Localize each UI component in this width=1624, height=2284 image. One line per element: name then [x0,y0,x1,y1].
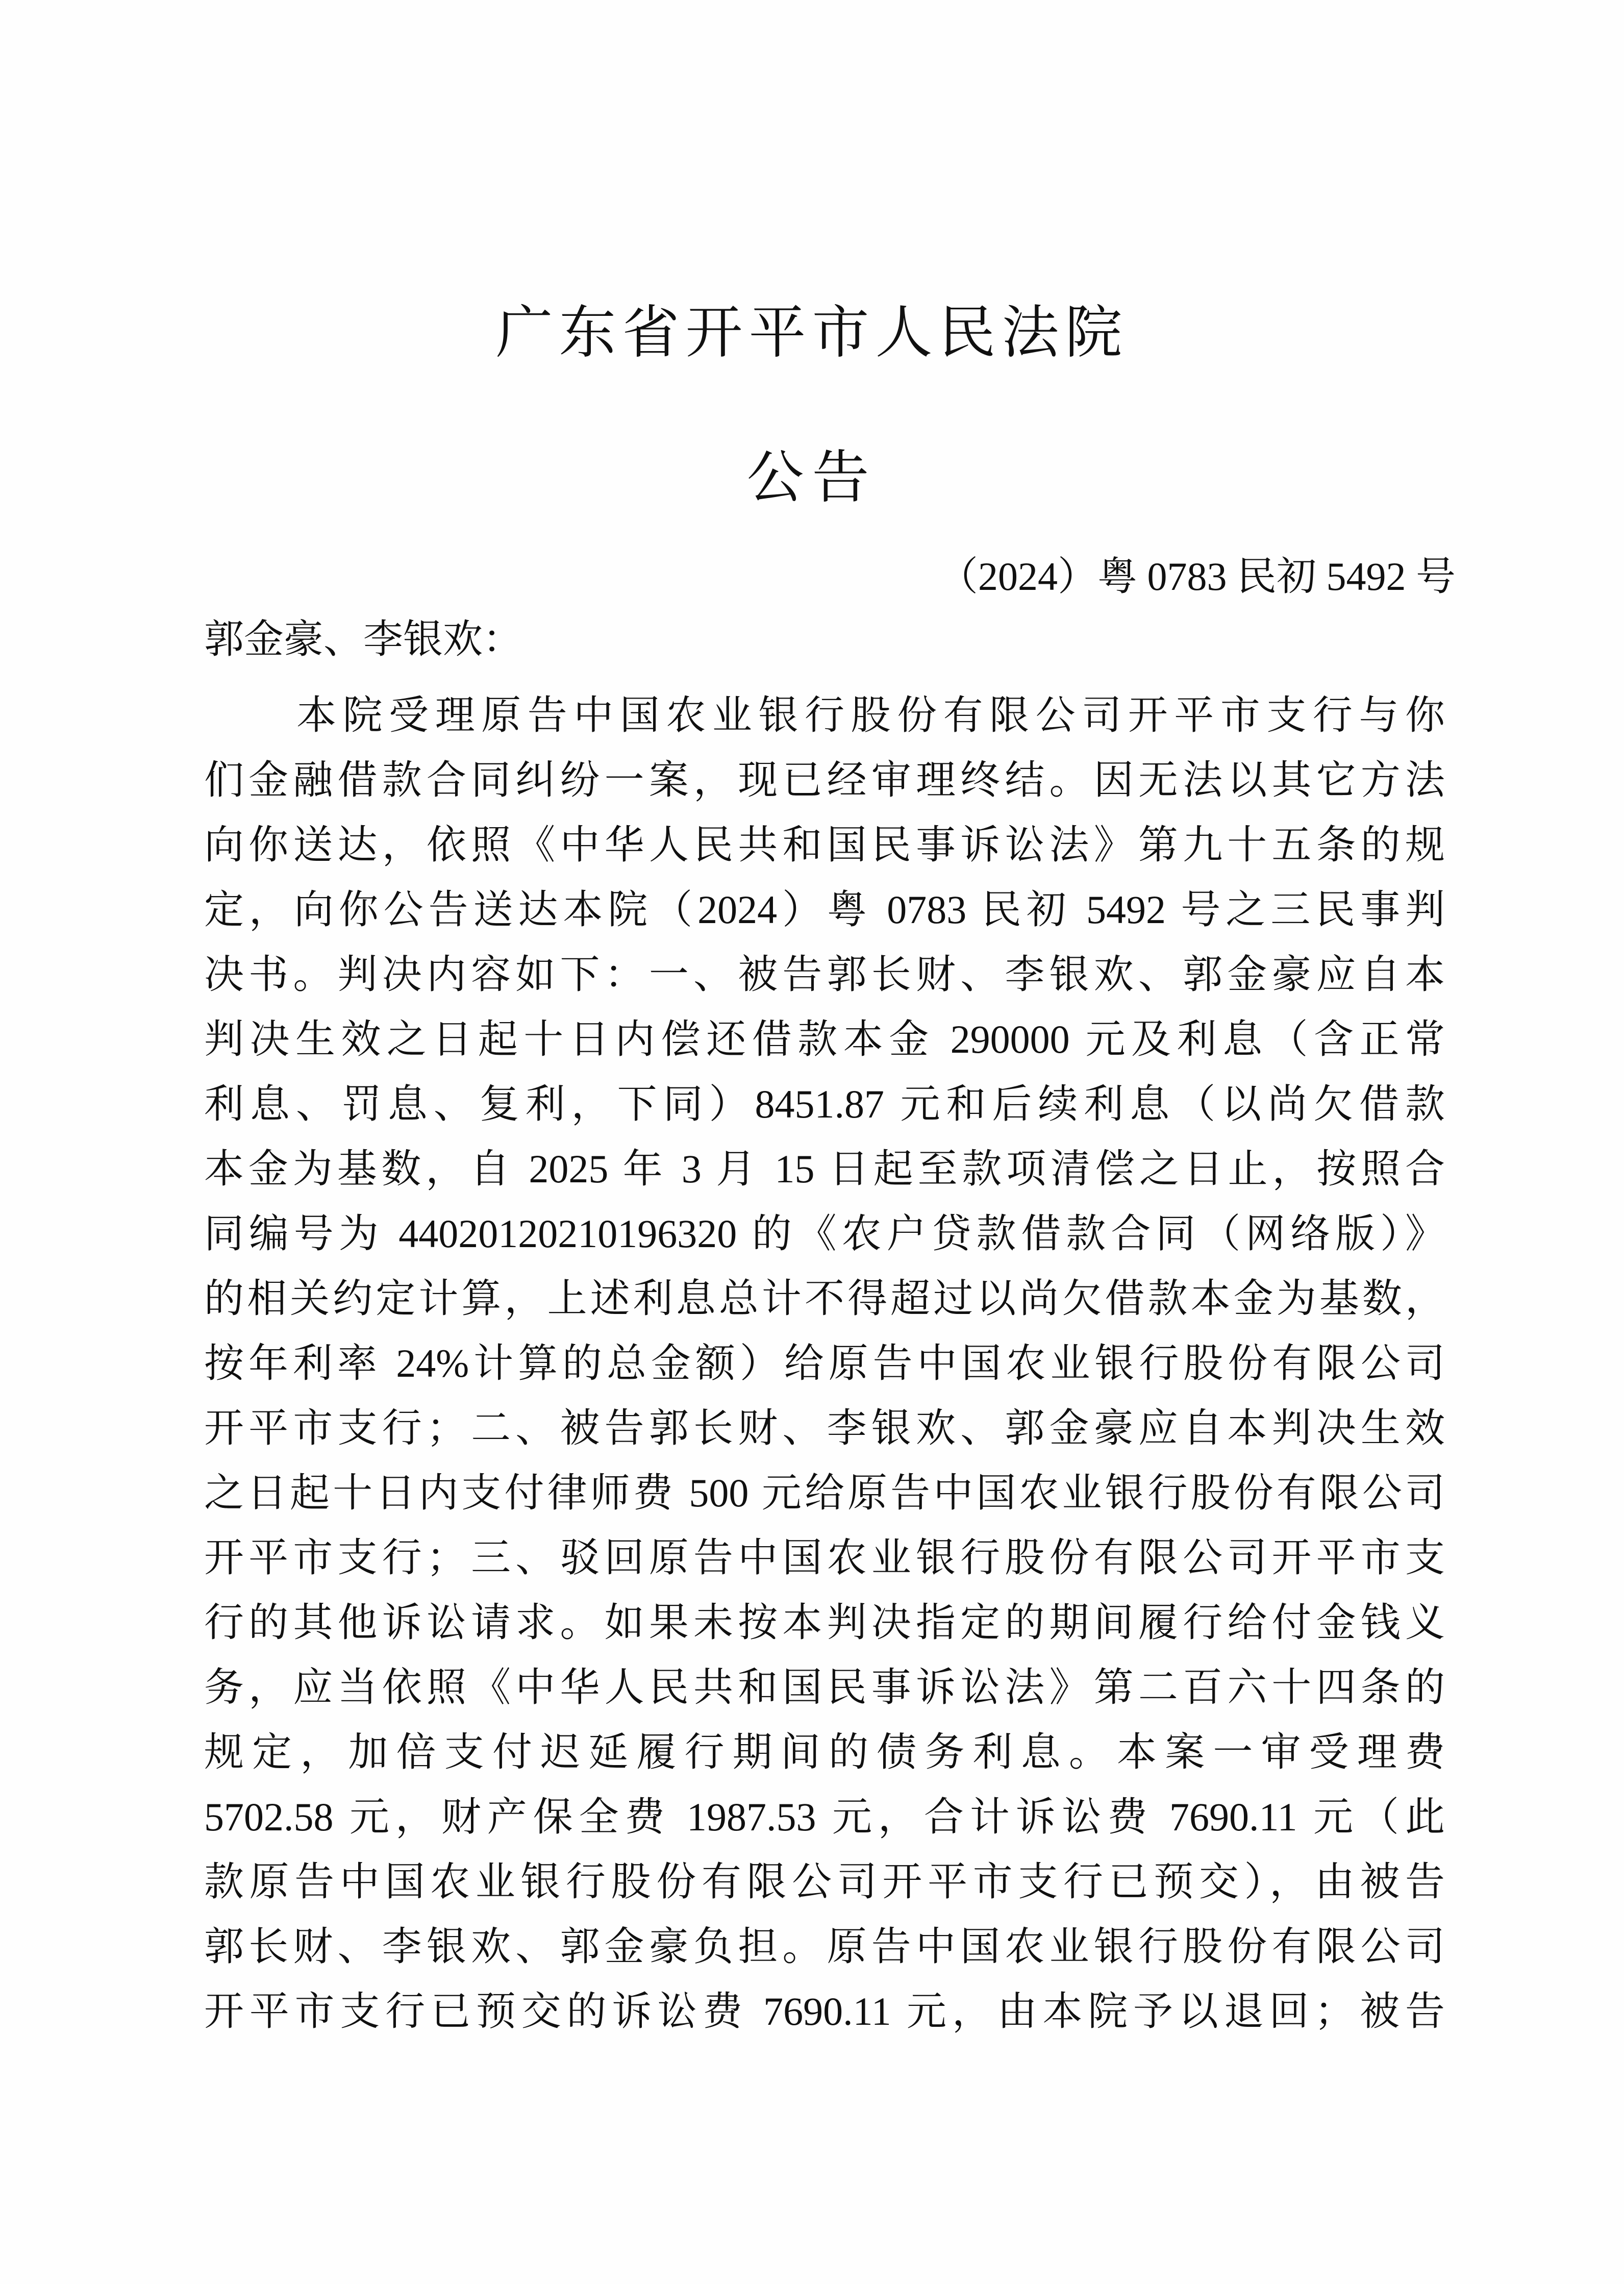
body-line: 5702.58 元，财产保全费 1987.53 元，合计诉讼费 7690.11 元（此 [204,1795,1445,1839]
body-line: 判决生效之日起十日内偿还借款本金 290000 元及利息（含正常 [204,1017,1445,1061]
body-line: 向你送达，依照《中华人民共和国民事诉讼法》第九十五条的规 [204,823,1445,867]
announcement-body [204,683,1445,2044]
court-name-title: 广东省开平市人民法院 [495,302,1129,365]
document-type-title: 公告 [746,446,878,510]
case-number: （2024）粤 0783 民初 5492 号 [938,554,1456,599]
body-line: 郭长财、李银欢、郭金豪负担。原告中国农业银行股份有限公司 [204,1924,1445,1969]
body-line: 开平市支行；二、被告郭长财、李银欢、郭金豪应自本判决生效 [204,1406,1445,1450]
body-line: 定，向你公告送达本院（2024）粤 0783 民初 5492 号之三民事判 [204,887,1445,932]
body-line: 务，应当依照《中华人民共和国民事诉讼法》第二百六十四条的 [204,1665,1445,1709]
addressee-line: 郭金豪、李银欢： [204,617,523,661]
body-line: 的相关约定计算，上述利息总计不得超过以尚欠借款本金为基数， [204,1276,1445,1321]
body-line: 之日起十日内支付律师费 500 元给原告中国农业银行股份有限公司 [204,1471,1445,1515]
body-line: 款原告中国农业银行股份有限公司开平市支行已预交），由被告 [204,1859,1445,1904]
body-line: 行的其他诉讼请求。如果未按本判决指定的期间履行给付金钱义 [204,1600,1445,1645]
body-line: 开平市支行；三、驳回原告中国农业银行股份有限公司开平市支 [204,1535,1445,1580]
body-line: 决书。判决内容如下：一、被告郭长财、李银欢、郭金豪应自本 [204,952,1445,997]
body-line: 同编号为 44020120210196320 的《农户贷款借款合同（网络版）》 [204,1211,1445,1256]
body-line: 规定，加倍支付迟延履行期间的债务利息。本案一审受理费 [204,1730,1445,1774]
body-line: 们金融借款合同纠纷一案，现已经审理终结。因无法以其它方法 [204,758,1445,802]
body-line: 本金为基数，自 2025 年 3 月 15 日起至款项清偿之日止，按照合 [204,1147,1445,1191]
body-line: 利息、罚息、复利，下同）8451.87 元和后续利息（以尚欠借款 [204,1082,1445,1126]
body-line: 按年利率 24%计算的总金额）给原告中国农业银行股份有限公司 [204,1341,1445,1385]
body-line: 开平市支行已预交的诉讼费 7690.11 元，由本院予以退回；被告 [204,1989,1445,2033]
body-line: 本院受理原告中国农业银行股份有限公司开平市支行与你 [204,693,1445,737]
